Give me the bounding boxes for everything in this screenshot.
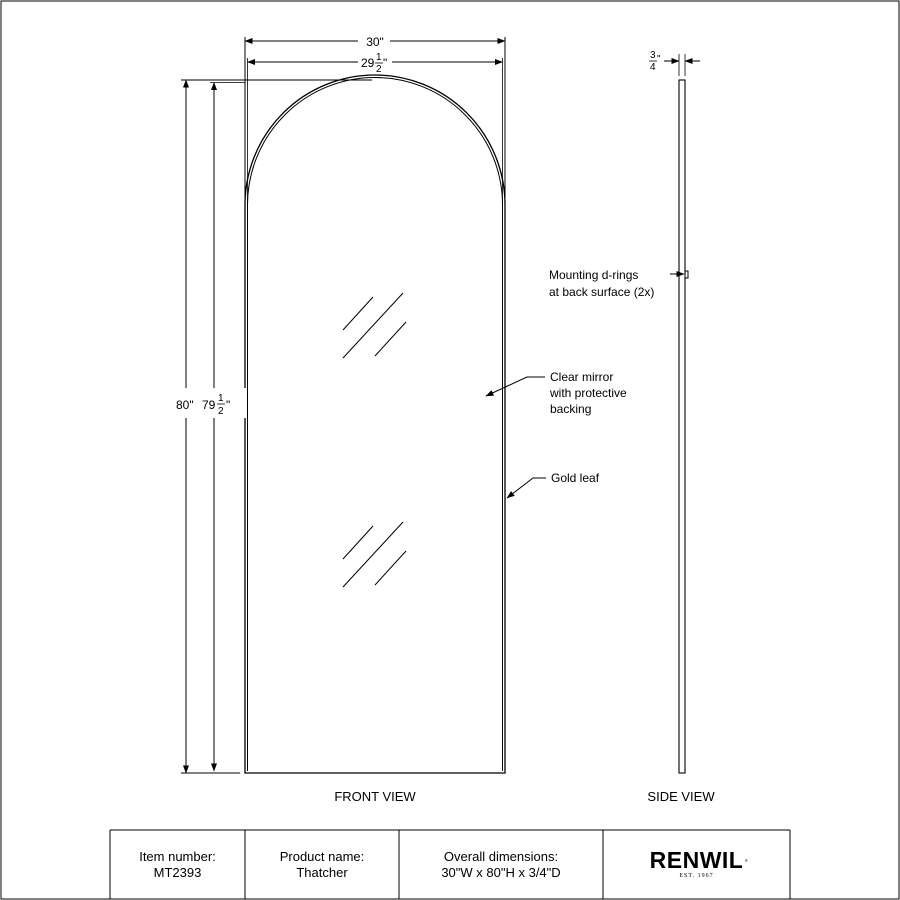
overall-dimensions-label: Overall dimensions:	[443, 848, 559, 864]
mirror-outer-frame	[245, 75, 505, 773]
callout-mounting-line-2: at back surface (2x)	[549, 285, 655, 299]
callout-mirror-line-2: with protective	[550, 386, 627, 400]
item-number-cell	[110, 830, 245, 899]
mirror-inner-outline	[248, 78, 503, 772]
brand-tagline: EST. 1967	[679, 873, 714, 879]
sheet-border	[1, 1, 899, 899]
item-number-value: MT2393	[153, 864, 202, 880]
width-dimensions	[245, 34, 505, 75]
side-view-label: SIDE VIEW	[647, 789, 715, 804]
product-name-cell	[245, 830, 399, 899]
side-profile	[679, 80, 685, 773]
overall-dimensions-value: 30"W x 80"H x 3/4"D	[441, 864, 561, 880]
side-view	[649, 50, 700, 773]
inner-height-label: 79 1 2 "	[202, 393, 231, 417]
product-name-label: Product name:	[279, 848, 365, 864]
overall-dimensions-cell	[399, 830, 603, 899]
item-number-label: Item number:	[139, 848, 216, 864]
callout-mirror-line-3: backing	[550, 402, 592, 416]
callout-mirror	[486, 370, 627, 416]
callout-mounting	[549, 268, 684, 299]
inner-width-label: 29 1 2 "	[361, 52, 388, 75]
mirror-reflection-marks	[343, 293, 406, 587]
outer-height-label: 80"	[176, 398, 194, 412]
brand-name: RENWIL	[649, 847, 744, 873]
callout-mounting-line-1: Mounting d-rings	[549, 268, 639, 282]
d-ring-mark	[685, 271, 688, 278]
height-dimensions	[172, 80, 246, 773]
callout-gold	[507, 471, 600, 498]
brand-logo-cell	[603, 830, 790, 899]
depth-label: 3 4 "	[650, 50, 661, 73]
front-view-label: FRONT VIEW	[334, 789, 416, 804]
product-name-value: Thatcher	[296, 864, 348, 880]
brand-logo	[649, 847, 749, 873]
brand-registered-mark: ®	[744, 858, 749, 863]
callout-gold-line-1: Gold leaf	[551, 471, 600, 485]
title-block	[110, 830, 790, 899]
front-view	[245, 37, 505, 773]
outer-width-label: 30"	[366, 35, 384, 49]
callout-mirror-line-1: Clear mirror	[550, 370, 614, 384]
